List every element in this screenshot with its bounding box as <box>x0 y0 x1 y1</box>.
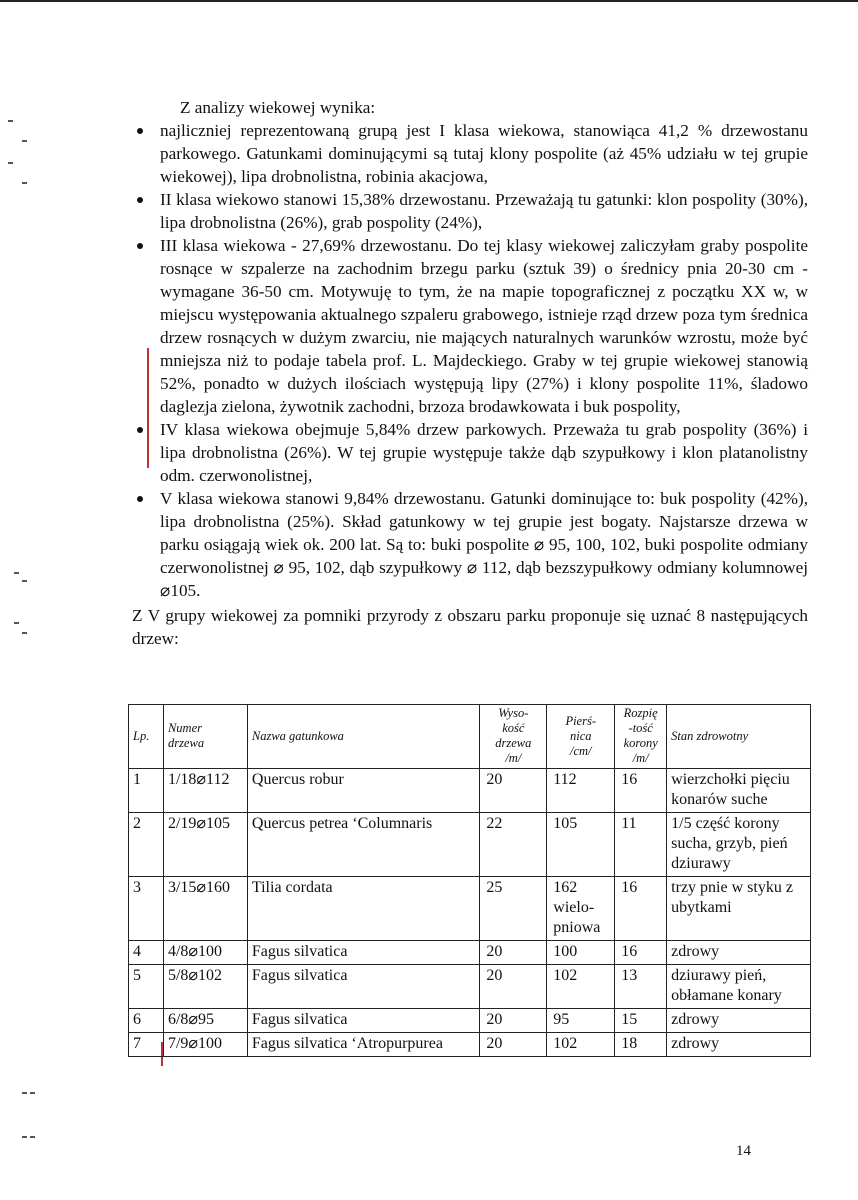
scan-mark <box>22 1092 27 1094</box>
list-item <box>136 188 808 234</box>
cell-stan: 1/5 część korony sucha, grzyb, pień dziurawy <box>667 813 811 877</box>
cell-wysokosc: 25 <box>480 877 547 941</box>
cell-lp: 6 <box>129 1009 164 1033</box>
scan-mark <box>8 120 13 122</box>
cell-rozpietosc: 18 <box>615 1033 667 1057</box>
monuments-table <box>128 704 811 1057</box>
body-text <box>132 96 808 650</box>
header-nazwa: Nazwa gatunkowa <box>247 705 479 769</box>
cell-piersnica: 162 wielo-pniowa <box>547 877 615 941</box>
intro-paragraph: Z analizy wiekowej wynika: <box>180 98 376 117</box>
cell-lp: 5 <box>129 965 164 1009</box>
cell-stan: wierzchołki pięciu konarów suche <box>667 769 811 813</box>
cell-wysokosc: 20 <box>480 941 547 965</box>
list-item-text: III klasa wiekowa - 27,69% drzewostanu. Do tej klasy wiekowej zaliczyłam graby pospolite rosnące w szpalerze na zachodnim brzegu parku (sztuk 39) o średnicy pnia 20-30 cm - wymagane 36-50 cm. Motywuję to tym, że na mapie topograficznej z początku XX w, w miejscu występowania aktualnego szpaleru grabowego, istnieje rząd drzew poza tym średnica drzew rosnących w dużym zwarciu, nie mających naturalnych warunków wzrostu, może być mniejsza niż to podaje tabela prof. L. Majdeckiego. Graby w tej grupie wiekowej stanowią 52%, ponadto w dużych ilościach występują lipy (27%) i klony pospolite 11%, śladowo daglezja zielona, żywotnik zachodni, brzoza brodawkowata i buk pospolity, <box>160 236 808 416</box>
cell-piersnica: 112 <box>547 769 615 813</box>
cell-lp: 7 <box>129 1033 164 1057</box>
bullet-icon <box>137 128 143 134</box>
cell-nazwa: Tilia cordata <box>247 877 479 941</box>
header-numer: Numer drzewa <box>163 705 247 769</box>
cell-numer: 2/19⌀105 <box>163 813 247 877</box>
list-item-text: II klasa wiekowo stanowi 15,38% drzewostanu. Przeważają tu gatunki: klon pospolity (30%), lipa drobnolistna (26%), grab pospolity (24%), <box>160 190 808 232</box>
cell-wysokosc: 22 <box>480 813 547 877</box>
list-item-text: najliczniej reprezentowaną grupą jest I klasa wiekowa, stanowiąca 41,2 % drzewostanu parkowego. Gatunkami dominującymi są tutaj klony pospolite (aż 45% udziału w tej grupie wiekowej), lipa drobnolistna, robinia akacjowa, <box>160 121 808 186</box>
cell-numer: 3/15⌀160 <box>163 877 247 941</box>
cell-rozpietosc: 16 <box>615 877 667 941</box>
cell-stan: zdrowy <box>667 1009 811 1033</box>
cell-nazwa: Fagus silvatica <box>247 941 479 965</box>
list-item <box>136 487 808 602</box>
cell-lp: 3 <box>129 877 164 941</box>
list-item <box>136 418 808 487</box>
scan-mark <box>22 632 27 634</box>
header-wysokosc: Wyso- kość drzewa /m/ <box>480 705 547 769</box>
scan-mark <box>22 580 27 582</box>
scan-mark <box>22 140 27 142</box>
page-number: 14 <box>736 1143 751 1159</box>
cell-wysokosc: 20 <box>480 965 547 1009</box>
bullet-icon <box>137 496 143 502</box>
table-row <box>129 813 811 877</box>
cell-rozpietosc: 16 <box>615 941 667 965</box>
scan-mark <box>30 1136 35 1138</box>
scan-top-edge <box>0 0 858 2</box>
list-item <box>136 119 808 188</box>
cell-piersnica: 102 <box>547 965 615 1009</box>
table-row <box>129 965 811 1009</box>
header-piersnica: Pierś- nica /cm/ <box>547 705 615 769</box>
cell-numer: 6/8⌀95 <box>163 1009 247 1033</box>
cell-wysokosc: 20 <box>480 1009 547 1033</box>
cell-stan: zdrowy <box>667 1033 811 1057</box>
cell-wysokosc: 20 <box>480 1033 547 1057</box>
cell-piersnica: 105 <box>547 813 615 877</box>
header-rozpietosc: Rozpię -tość korony /m/ <box>615 705 667 769</box>
cell-rozpietosc: 15 <box>615 1009 667 1033</box>
scan-mark <box>14 572 19 574</box>
cell-lp: 2 <box>129 813 164 877</box>
cell-rozpietosc: 11 <box>615 813 667 877</box>
table-row <box>129 941 811 965</box>
cell-numer: 5/8⌀102 <box>163 965 247 1009</box>
cell-rozpietosc: 16 <box>615 769 667 813</box>
table-row <box>129 769 811 813</box>
list-item <box>136 234 808 418</box>
scan-mark <box>22 182 27 184</box>
cell-nazwa: Quercus robur <box>247 769 479 813</box>
cell-nazwa: Fagus silvatica ‘Atropurpurea <box>247 1033 479 1057</box>
cell-piersnica: 95 <box>547 1009 615 1033</box>
cell-stan: zdrowy <box>667 941 811 965</box>
cell-stan: dziurawy pień, obłamane konary <box>667 965 811 1009</box>
age-class-list <box>136 119 808 602</box>
cell-nazwa: Fagus silvatica <box>247 1009 479 1033</box>
cell-numer: 4/8⌀100 <box>163 941 247 965</box>
cell-lp: 1 <box>129 769 164 813</box>
header-stan: Stan zdrowotny <box>667 705 811 769</box>
bullet-icon <box>137 243 143 249</box>
cell-piersnica: 100 <box>547 941 615 965</box>
header-lp: Lp. <box>129 705 164 769</box>
cell-numer: 1/18⌀112 <box>163 769 247 813</box>
bullet-icon <box>137 197 143 203</box>
cell-nazwa: Fagus silvatica <box>247 965 479 1009</box>
cell-nazwa: Quercus petrea ‘Columnaris <box>247 813 479 877</box>
cell-piersnica: 102 <box>547 1033 615 1057</box>
bullet-icon <box>137 427 143 433</box>
scan-mark <box>22 1136 27 1138</box>
cell-numer: 7/9⌀100 <box>163 1033 247 1057</box>
cell-lp: 4 <box>129 941 164 965</box>
cell-wysokosc: 20 <box>480 769 547 813</box>
list-item-text: IV klasa wiekowa obejmuje 5,84% drzew parkowych. Przeważa tu grab pospolity (36%) i lipa drobnolistna (26%). W tej grupie występuje także dąb szypułkowy i klon platanolistny odm. czerwonolistnej, <box>160 420 808 485</box>
table-row <box>129 1033 811 1057</box>
cell-stan: trzy pnie w styku z ubytkami <box>667 877 811 941</box>
scan-mark <box>30 1092 35 1094</box>
table-row <box>129 877 811 941</box>
table-row <box>129 1009 811 1033</box>
list-item-text: V klasa wiekowa stanowi 9,84% drzewostanu. Gatunki dominujące to: buk pospolity (42%), lipa drobnolistna (25%). Skład gatunkowy w tej grupie jest bogaty. Najstarsze drzewa w parku osiągają wiek ok. 200 lat. Są to: buki pospolite ⌀ 95, 100, 102, buki pospolite odmiany czerwonolistnej ⌀ 95, 102, dąb szypułkowy ⌀ 112, dąb bezszypułkowy odmiany kolumnowej ⌀105. <box>160 489 808 600</box>
scan-mark <box>14 622 19 624</box>
closing-paragraph: Z V grupy wiekowej za pomniki przyrody z obszaru parku proponuje się uznać 8 następujących drzew: <box>132 606 808 648</box>
cell-rozpietosc: 13 <box>615 965 667 1009</box>
scan-mark <box>8 162 13 164</box>
table-header-row <box>129 705 811 769</box>
